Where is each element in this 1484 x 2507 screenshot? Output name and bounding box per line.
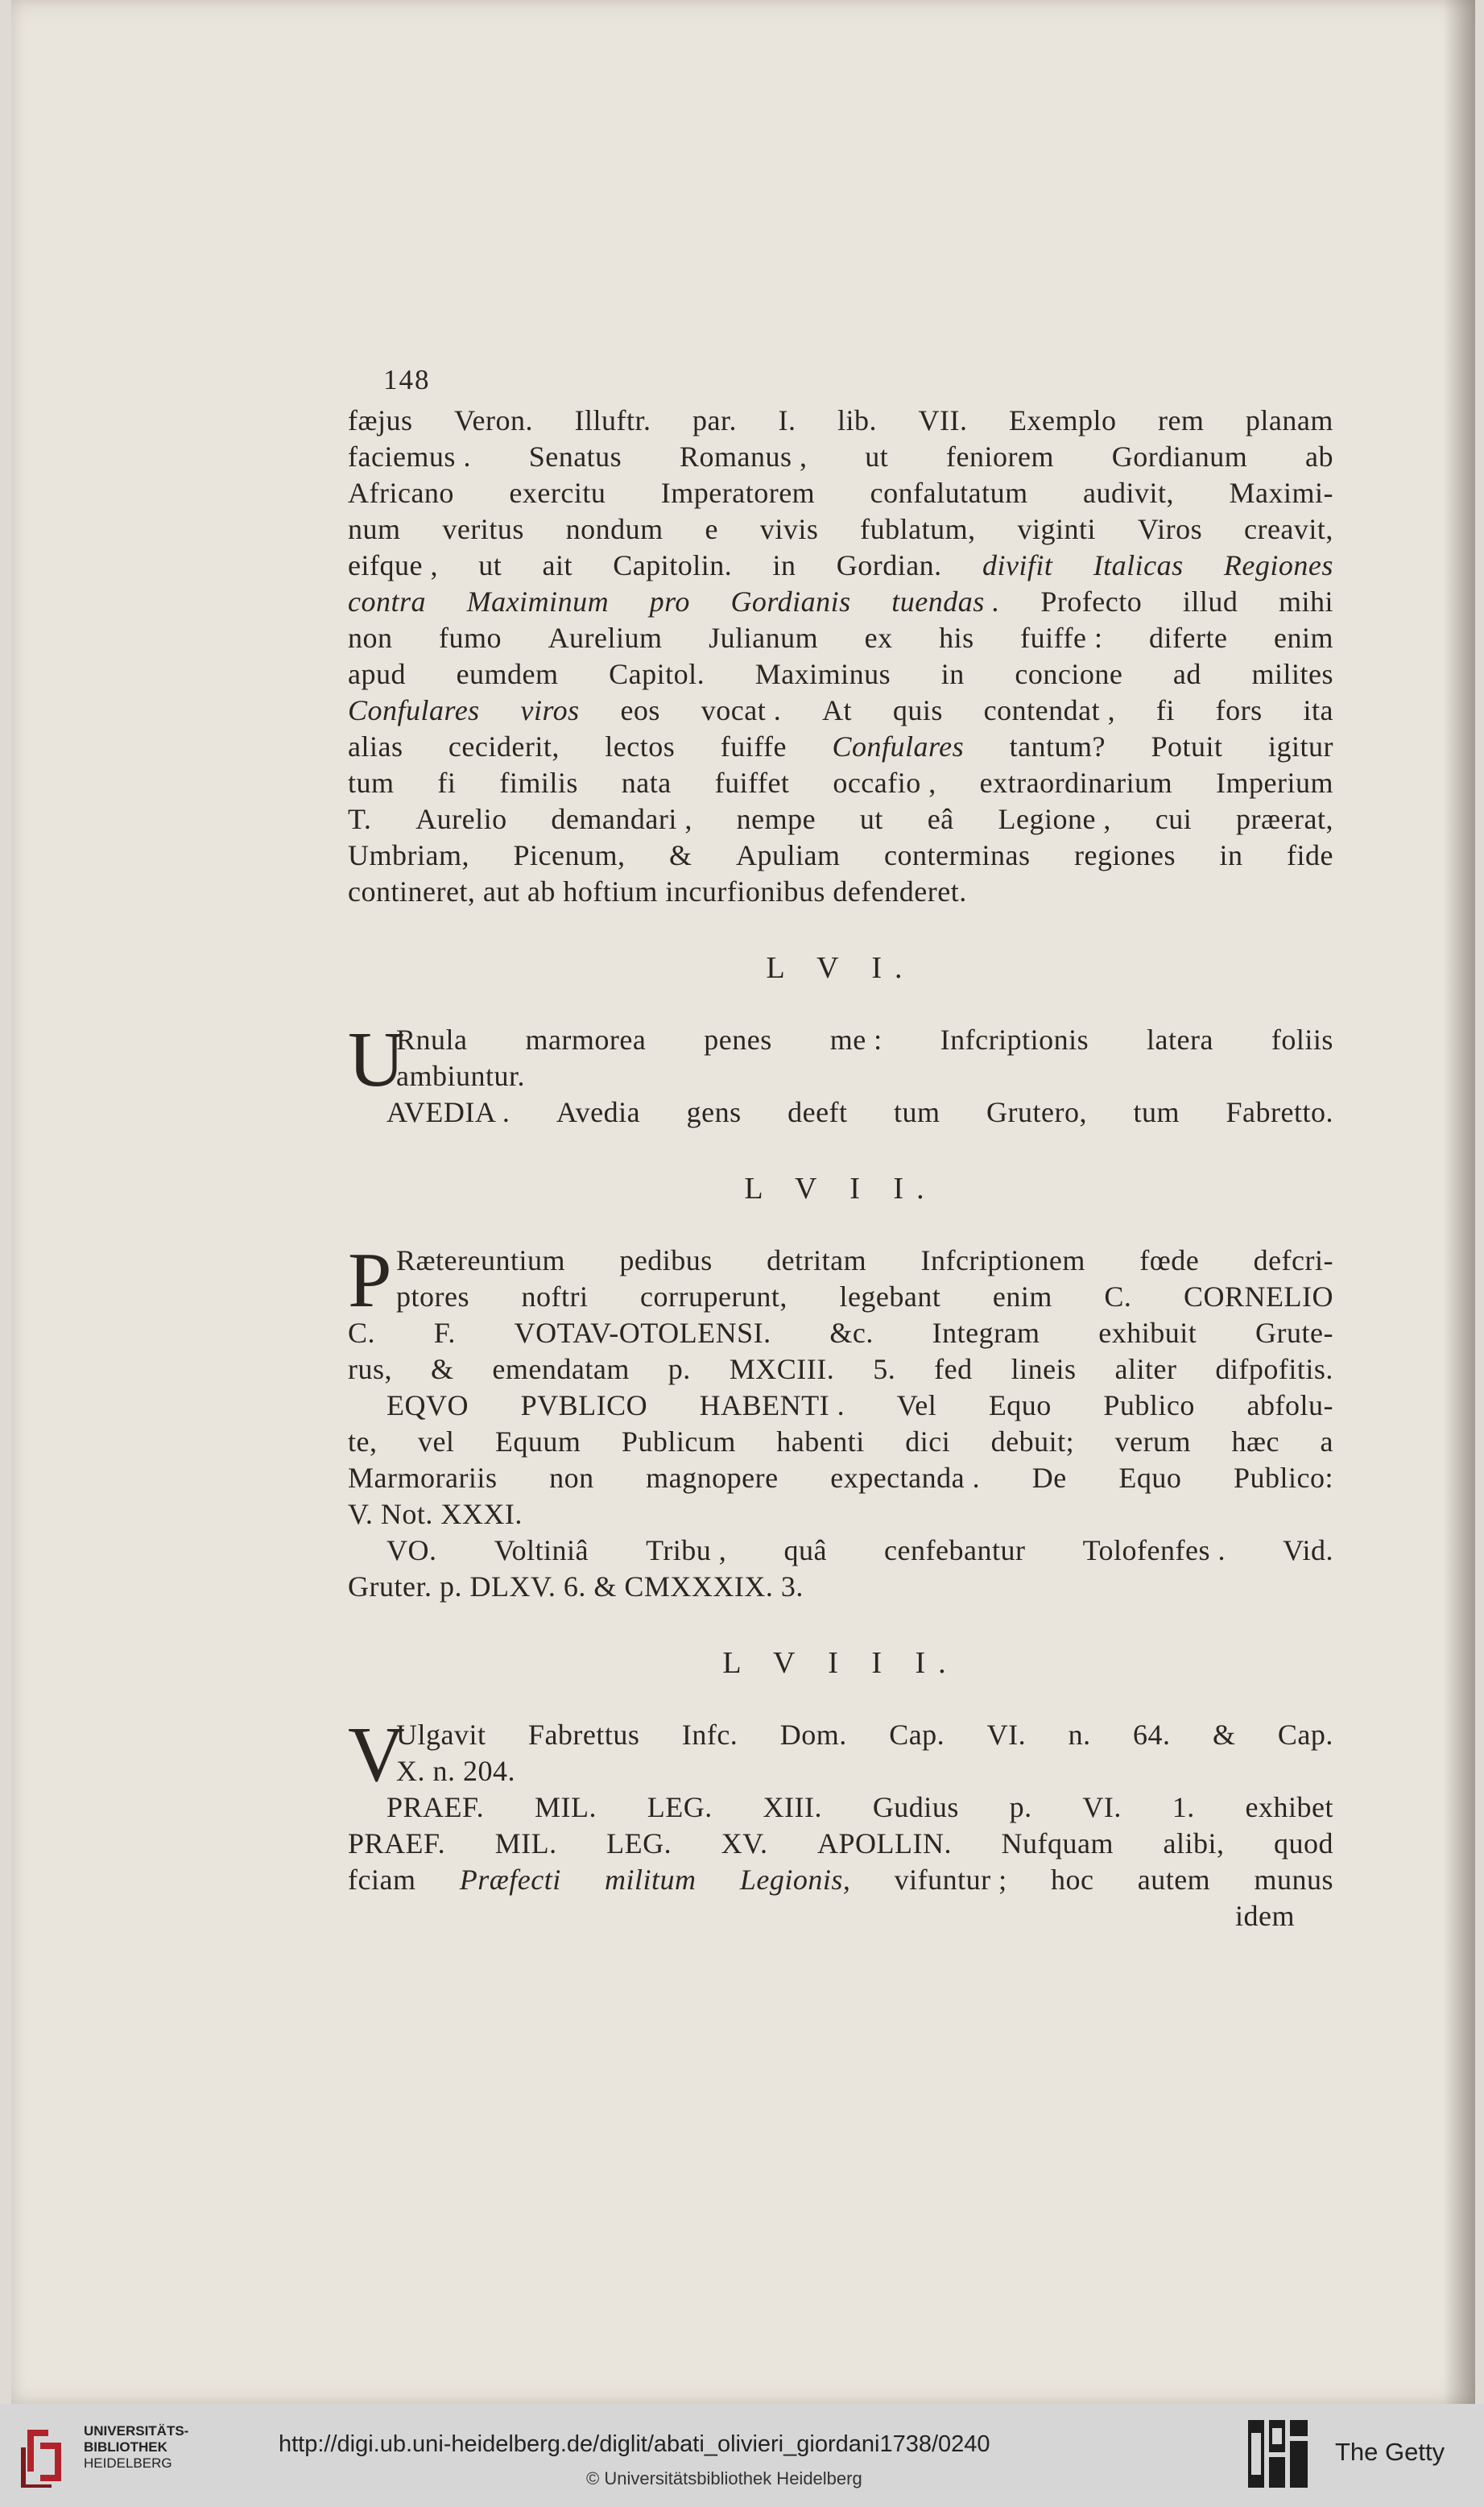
word: pedibus [619,1244,713,1276]
word: nondum [565,513,663,545]
word: tum [1133,1096,1180,1128]
word: expectanda . [830,1462,981,1494]
word: AVEDIA . [387,1096,511,1128]
word: Gruter. p. DLXV. 6. & CMXXXIX. 3. [348,1570,804,1603]
text-line [348,729,1333,765]
section-paragraph [348,1237,1333,1605]
word: De [1031,1462,1067,1494]
word: eumdem [456,658,559,690]
text-line [396,1717,1333,1753]
scanned-page [11,0,1475,2404]
word: in [940,658,965,690]
word: exhibet [1245,1791,1333,1823]
word: fide [1287,839,1333,871]
sections [348,950,1333,1934]
word: alias [348,730,403,763]
word: rem [1157,404,1205,436]
word: te, [348,1425,378,1458]
word: legebant [839,1280,941,1313]
word: faciemus . [348,441,471,473]
word: Equo [1118,1462,1182,1494]
text-line [348,1315,1333,1351]
word: Italicas [1093,549,1184,581]
word: cenfebantur [884,1534,1026,1566]
word: ut [865,441,889,473]
getty-label[interactable]: The Getty [1335,2438,1445,2466]
word: Tolofenfes . [1082,1534,1226,1566]
word: Equum [494,1425,581,1458]
section-heading: L V I. [766,951,916,985]
word: difpofitis. [1215,1353,1333,1385]
word: Maximinus [754,658,891,690]
word: emendatam [492,1353,630,1385]
word: VO. [387,1534,437,1566]
text-line [348,1569,1333,1605]
word: Voltiniâ [494,1534,589,1566]
text-line [396,1243,1333,1279]
word: Publicum [621,1425,736,1458]
word: Picenum, [513,839,626,871]
text-line [348,1496,1333,1533]
word: num [348,513,401,545]
word: in [772,549,796,581]
word: p. [1009,1791,1032,1823]
word: penes [704,1024,772,1056]
drop-cap: U [348,1016,405,1103]
text-line [348,1388,1333,1424]
text-line [396,1279,1333,1315]
word: I. [778,404,796,436]
word: par. [692,404,737,436]
word: fi [437,767,457,799]
text-line [348,1424,1333,1460]
word: regiones [1074,839,1176,871]
word: occafio , [833,767,936,799]
word: vel [417,1425,455,1458]
word: LEG. [606,1827,672,1860]
word: Fabretto. [1226,1096,1333,1128]
word: Cap. [889,1719,945,1751]
text-line [348,693,1333,729]
word: ab [1304,441,1333,473]
text-line [348,548,1333,584]
drop-cap-lines [348,1711,1333,1798]
text-line [348,838,1333,874]
word: noftri [521,1280,589,1313]
word: T. [348,803,372,835]
word: marmorea [525,1024,647,1056]
text-line [348,403,1333,439]
getty-logo-icon[interactable] [1245,2417,1311,2491]
word: exhibuit [1098,1317,1197,1349]
word: ait [542,549,573,581]
word: Romanus , [679,441,808,473]
word: vivis [759,513,819,545]
word: tum [348,767,395,799]
word: aliter [1114,1353,1177,1385]
word: fæjus [348,404,413,436]
word: X. n. 204. [396,1755,515,1787]
text-line [348,1351,1333,1388]
word: Capitolin. [613,549,733,581]
word: hoc [1050,1864,1094,1896]
word: VI. [986,1719,1027,1751]
word: igitur [1267,730,1333,763]
word: munus [1254,1864,1333,1896]
word: V. Not. XXXI. [348,1498,523,1530]
word: detritam [767,1244,867,1276]
text-line [348,584,1333,620]
word: fors [1215,694,1263,726]
word: fuiffe [720,730,787,763]
word: vocat . [701,694,782,726]
drop-cap: V [348,1711,405,1798]
section-paragraph [348,1016,1333,1131]
word: latera [1147,1024,1213,1056]
text-block [348,403,1333,1934]
word: creavit, [1243,513,1333,545]
word: Confulares [348,694,480,726]
word: Cap. [1277,1719,1333,1751]
word: & [1212,1719,1236,1751]
word: HABENTI . [699,1389,845,1421]
word: fciam [348,1864,416,1896]
word: CORNELIO [1183,1280,1333,1313]
word: illud [1182,585,1238,618]
word: confalutatum [870,477,1028,509]
word: Vel [896,1389,937,1421]
word: ex [864,622,893,654]
word: Rnula [396,1024,468,1056]
word: apud [348,658,406,690]
word: foliis [1271,1024,1333,1056]
word: Rætereuntium [396,1244,565,1276]
word: &c. [829,1317,874,1349]
text-line [348,1460,1333,1496]
library-name-line1: UNIVERSITÄTS- [84,2423,189,2439]
page-number: 148 [383,364,431,395]
text-line [348,874,1333,910]
word: XIII. [763,1791,823,1823]
text-line [348,1826,1333,1862]
word: viginti [1017,513,1096,545]
text-line [348,1789,1333,1826]
word: Maximinum [466,585,610,618]
word: Præfecti [459,1864,561,1896]
text-line [348,801,1333,838]
word: hæc [1231,1425,1280,1458]
word: Confulares [832,730,965,763]
word: Dom. [779,1719,847,1751]
word: VOTAV-OTOLENSI. [514,1317,771,1349]
word: gens [686,1096,742,1128]
word: diferte [1149,622,1228,654]
word: lib. [837,404,877,436]
section-paragraph [348,1711,1333,1934]
word: Nufquam [1001,1827,1114,1860]
word: 5. [873,1353,896,1385]
word: ut [478,549,502,581]
word: corruperunt, [640,1280,787,1313]
word: Potuit [1151,730,1223,763]
word: eos [620,694,660,726]
library-name-line2: BIBLIOTHEK [84,2439,167,2455]
word: & [669,839,692,871]
word: ptores [396,1280,469,1313]
word: ambiuntur. [396,1060,525,1092]
word: Avedia [556,1096,641,1128]
library-name[interactable] [84,2423,188,2472]
university-logo-icon[interactable] [16,2423,72,2488]
word: Exemplo [1008,404,1117,436]
word: non [549,1462,594,1494]
intro-paragraph [348,403,1333,910]
word: Gordianum [1111,441,1248,473]
word: autem [1137,1864,1211,1896]
text-line [396,1058,1333,1094]
word: 64. [1133,1719,1171,1751]
word: XV. [721,1827,768,1860]
word: EQVO [387,1389,469,1421]
word: eifque , [348,549,438,581]
word: Gordian. [836,549,942,581]
word: demandari , [551,803,692,835]
permalink-url[interactable]: http://digi.ub.uni-heidelberg.de/diglit/abati_olivieri_giordani1738/0240 [279,2431,990,2457]
word: ita [1303,694,1333,726]
word: p. [668,1353,691,1385]
word: viros [520,694,580,726]
word: n. [1068,1719,1091,1751]
word: Grutero, [986,1096,1087,1128]
word: dici [905,1425,951,1458]
word: F. [433,1317,456,1349]
word: VI. [1082,1791,1122,1823]
word: Illuftr. [574,404,651,436]
word: Legione , [998,803,1111,835]
word: divifit [982,549,1053,581]
word: & [430,1353,454,1385]
text-line [348,765,1333,801]
word: extraordinarium [979,767,1173,799]
catchword: idem [1235,1900,1295,1932]
word: fi [1155,694,1175,726]
word: Infcriptionem [920,1244,1085,1276]
word: abfolu- [1246,1389,1333,1421]
word: Vid. [1283,1534,1333,1566]
drop-cap-lines [348,1016,1333,1103]
word: quod [1273,1827,1333,1860]
word: MXCIII. [729,1353,835,1385]
word: Maximi- [1229,477,1333,509]
word: ut [859,803,883,835]
word: quis [892,694,943,726]
library-city: HEIDELBERG [84,2455,172,2471]
word: magnopere [646,1462,779,1494]
copyright-notice: © Universitätsbibliothek Heidelberg [586,2468,862,2488]
word: enim [1273,622,1333,654]
word: Africano [348,477,454,509]
word: præerat, [1236,803,1333,835]
word: a [1320,1425,1333,1458]
word: exercitu [509,477,606,509]
word: PRAEF. [348,1827,446,1860]
text-line [396,1022,1333,1058]
word: Ulgavit [396,1719,486,1751]
section-heading: L V I I. [744,1172,937,1206]
word: contendat , [983,694,1116,726]
word: Publico [1103,1389,1195,1421]
page-gutter-shadow [1443,0,1475,2404]
word: VII. [918,404,968,436]
word: APOLLIN. [817,1827,952,1860]
text-line [348,1533,1333,1569]
text-line [348,475,1333,511]
word: fimilis [499,767,578,799]
word: alibi, [1163,1827,1225,1860]
text-line [348,620,1333,656]
word: eâ [927,803,954,835]
word: me : [829,1024,883,1056]
word: pro [649,585,690,618]
word: vifuntur ; [894,1864,1007,1896]
word: feniorem [946,441,1054,473]
word: planam [1245,404,1333,436]
word: ceciderit, [448,730,560,763]
word: At [822,694,853,726]
word: LEG. [647,1791,713,1823]
text-line [348,656,1333,693]
word: Capitol. [609,658,705,690]
word: habenti [776,1425,865,1458]
word: Imperatorem [660,477,816,509]
word: Integram [932,1317,1040,1349]
word: rus, [348,1353,392,1385]
text-line [396,1753,1333,1789]
word: Fabrettus [527,1719,640,1751]
word: Gordianis [730,585,851,618]
word: tum [894,1096,940,1128]
word: Legionis, [739,1864,851,1896]
word: C. [348,1317,376,1349]
word: Equo [988,1389,1052,1421]
text-line [348,1094,1333,1131]
word: lectos [605,730,676,763]
word: audivit, [1083,477,1175,509]
word: fed [934,1353,973,1385]
word: Grute- [1255,1317,1333,1349]
word: e [705,513,718,545]
word: fœde [1139,1244,1200,1276]
word: ad [1172,658,1201,690]
word: in [1219,839,1243,871]
word: Marmorariis [348,1462,498,1494]
word: Publico: [1233,1462,1333,1494]
word: conterminas [884,839,1031,871]
word: Julianum [709,622,819,654]
word: defcri- [1253,1244,1333,1276]
text-line [348,439,1333,475]
text-line [348,511,1333,548]
word: Aurelium [548,622,663,654]
word: cui [1155,803,1193,835]
word: Umbriam, [348,839,469,871]
word: Viros [1137,513,1203,545]
word: contra [348,585,426,618]
word: quâ [783,1534,827,1566]
word: Profecto [1040,585,1143,618]
word: Tribu , [646,1534,727,1566]
word: MIL. [534,1791,597,1823]
word: fublatum, [860,513,976,545]
word: milites [1251,658,1333,690]
viewer-footer [0,2404,1484,2507]
word: contineret, aut ab hoftium incurfionibus defenderet. [348,875,967,908]
word: mihi [1278,585,1333,618]
word: PRAEF. [387,1791,485,1823]
word: non [348,622,393,654]
drop-cap: P [348,1237,392,1324]
word: nempe [736,803,816,835]
word: tantum? [1009,730,1106,763]
word: his [939,622,974,654]
word: Imperium [1216,767,1333,799]
word: enim [992,1280,1052,1313]
word: fuiffet [714,767,790,799]
word: Infc. [681,1719,738,1751]
word: C. [1104,1280,1132,1313]
word: fumo [439,622,502,654]
drop-cap-lines [348,1237,1333,1324]
section-heading: L V I I I. [722,1646,959,1680]
word: veritus [442,513,524,545]
text-line [348,1862,1333,1898]
word: Regiones [1223,549,1333,581]
word: Apuliam [736,839,841,871]
word: Veron. [454,404,533,436]
word: MIL. [494,1827,557,1860]
word: Gudius [872,1791,959,1823]
word: fuiffe : [1020,622,1103,654]
word: Aurelio [415,803,507,835]
word: deeft [787,1096,848,1128]
word: 1. [1172,1791,1195,1823]
word: Senatus [528,441,622,473]
word: militum [605,1864,697,1896]
word: debuit; [990,1425,1075,1458]
word: PVBLICO [520,1389,648,1421]
word: Infcriptionis [940,1024,1089,1056]
word: concione [1015,658,1123,690]
word: lineis [1011,1353,1077,1385]
word: tuendas . [891,585,1000,618]
word: verum [1114,1425,1192,1458]
word: nata [621,767,672,799]
